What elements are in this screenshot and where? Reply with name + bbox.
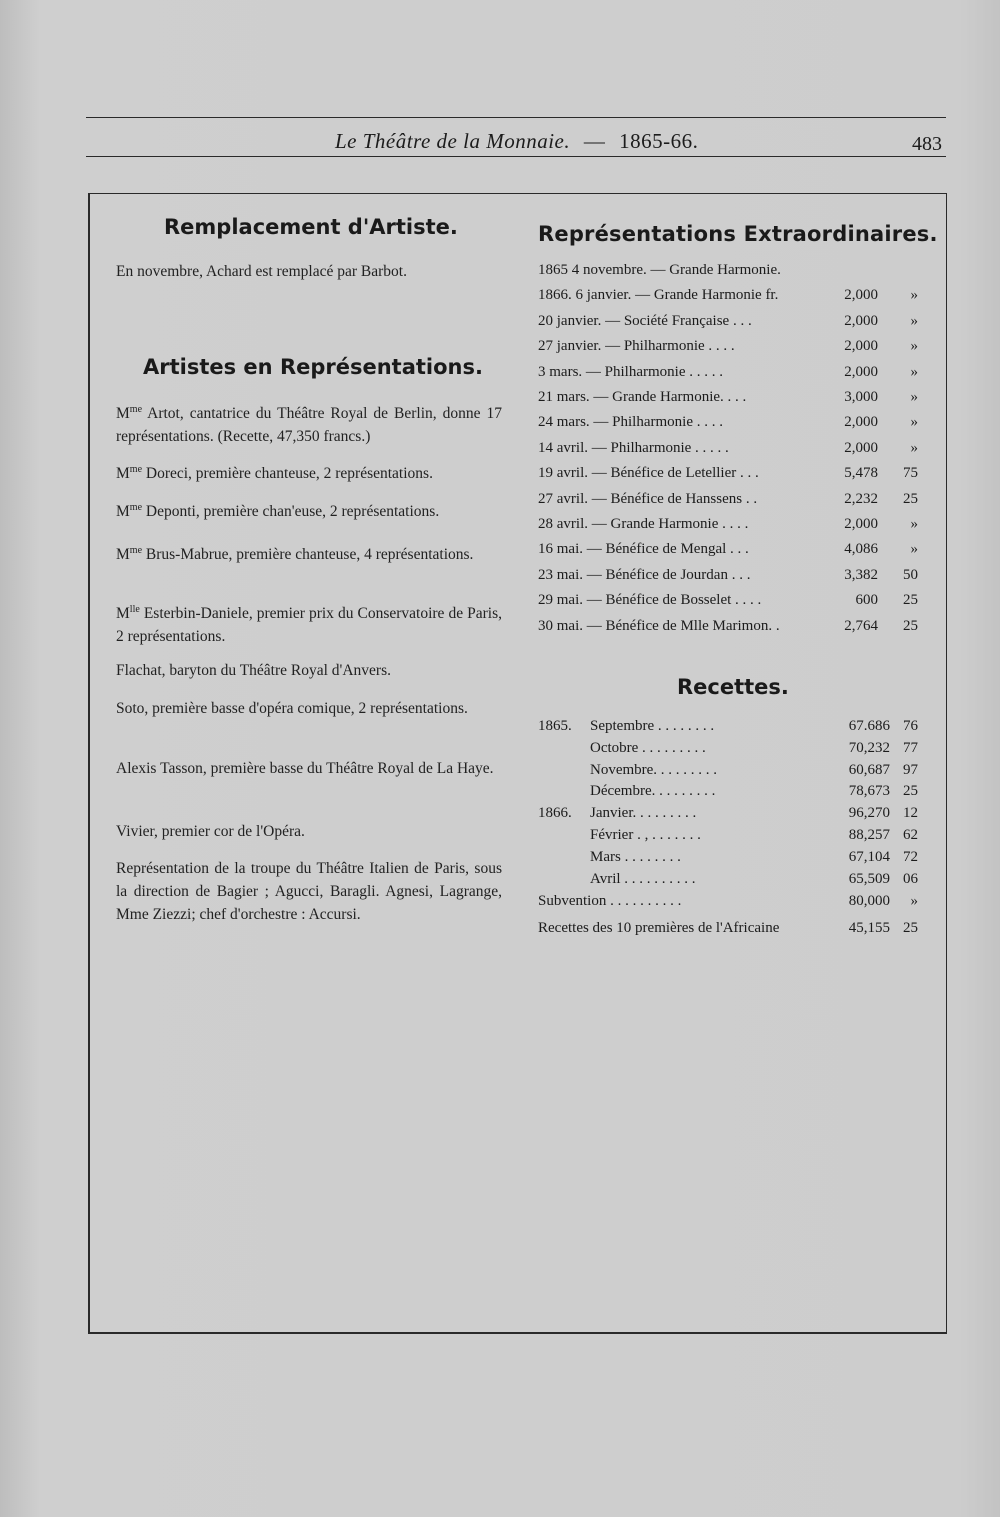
extra-row [538, 389, 918, 414]
recettes-row-month: Novembre. . . . . . . . . [590, 762, 718, 778]
recettes-row [538, 827, 918, 849]
recettes-row-amount: 78,673 [848, 783, 890, 799]
extra-row [538, 364, 918, 389]
extra-row-cents: 75 [903, 465, 918, 482]
recettes-row-cents: 06 [903, 871, 918, 887]
extra-row-cents: » [910, 439, 918, 456]
extra-row-label: 23 mai. — Bénéfice de Jourdan . . . [538, 566, 751, 583]
extra-row-cents: » [910, 516, 918, 532]
extra-row-amount: 2,000 [844, 414, 878, 431]
extra-row-amount: 600 [855, 592, 878, 609]
extra-row-amount: 2,000 [844, 439, 878, 456]
artiste-item: $M^{lle}$ Esterbin-Daniele, premier prix du Conservatoire de Paris, 2 représentations. [116, 604, 502, 646]
extra-row-label: 24 mars. — Philharmonie . . . . [538, 414, 723, 431]
artiste-item: Alexis Tasson, première basse du Théâtre Royal de La Haye. [116, 760, 494, 777]
extra-row-amount: 2,232 [844, 490, 878, 507]
extra-row-cents: 25 [903, 592, 918, 609]
extra-row-cents: » [910, 541, 918, 558]
recettes-row-month: Janvier. . . . . . . . . [590, 805, 697, 821]
extra-row-label: 27 avril. — Bénéfice de Hanssens . . [538, 490, 758, 507]
extra-row-amount: 4,086 [844, 541, 878, 558]
recettes-row-year: 1866. [538, 805, 572, 821]
recettes-row-month: Septembre . . . . . . . . [590, 718, 715, 734]
remplacement-title: Remplacement d'Artiste. [164, 215, 458, 239]
running-dash: — [583, 129, 606, 153]
extra-row-label: 19 avril. — Bénéfice de Letellier . . . [538, 465, 759, 482]
header-top-rule [86, 117, 946, 118]
extra-row-cents: » [910, 338, 918, 355]
recettes-row [538, 740, 918, 762]
extra-row-cents: » [910, 312, 918, 329]
recettes-row-year: Recettes des 10 premières de l'Africaine [538, 920, 780, 936]
extra-row-amount: 2,764 [844, 617, 878, 634]
extra-row-amount: 3,382 [844, 566, 878, 583]
extra-row-cents: 50 [903, 566, 918, 583]
page-number: 483 [912, 133, 942, 155]
recettes-row-cents: 25 [903, 783, 918, 799]
artistes-title: Artistes en Représentations. [143, 355, 483, 379]
extra-row-cents: 25 [903, 490, 918, 507]
extra-row-label: 16 mai. — Bénéfice de Mengal . . . [538, 541, 749, 558]
recettes-row [538, 783, 918, 805]
extra-row [538, 618, 918, 643]
extra-row-amount: 2,000 [844, 516, 878, 532]
extra-title: Représentations Extraordinaires. [538, 222, 938, 246]
extra-row-label: 21 mars. — Grande Harmonie. . . . [538, 389, 747, 405]
extra-row [538, 592, 918, 617]
recettes-row-cents: 62 [903, 827, 918, 843]
extra-row-amount: 5,478 [844, 465, 878, 482]
running-date: 1865-66. [619, 129, 699, 153]
recettes-row-amount: 70,232 [848, 740, 890, 756]
recettes-row-amount: 80,000 [848, 893, 890, 909]
extra-row [538, 541, 918, 566]
artiste-item: $M^{me}$ Artot, cantatrice du Théâtre Royal de Berlin, donne 17 représentations. (Recette, 47,350 francs.) [116, 404, 502, 446]
artiste-item: Flachat, baryton du Théâtre Royal d'Anvers. [116, 662, 391, 679]
extra-row-cents: » [910, 414, 918, 431]
extra-row-amount: 2,000 [844, 363, 878, 380]
recettes-row-cents: 25 [903, 920, 918, 936]
extra-row-amount: 2,000 [844, 338, 878, 355]
extra-row-cents: » [910, 363, 918, 380]
recettes-row-cents: 97 [903, 762, 918, 778]
extra-row-label: 28 avril. — Grande Harmonie . . . . [538, 516, 749, 532]
extra-row [538, 262, 918, 287]
extra-row-label: 14 avril. — Philharmonie . . . . . [538, 439, 729, 456]
extra-row-cents: 25 [903, 617, 918, 634]
recettes-row-month: Avril . . . . . . . . . . [590, 871, 696, 887]
recettes-row [538, 920, 918, 942]
artiste-item: Soto, première basse d'opéra comique, 2 représentations. [116, 700, 468, 717]
extra-row [538, 465, 918, 490]
running-head [335, 129, 698, 154]
recettes-row [538, 805, 918, 827]
extra-row-cents: » [910, 389, 918, 405]
recettes-row-cents: 12 [903, 805, 918, 821]
extra-row [538, 414, 918, 439]
recettes-row-year: 1865. [538, 718, 572, 734]
recettes-row-cents: 77 [903, 740, 918, 756]
running-title: Le Théâtre de la Monnaie. [335, 129, 571, 153]
recettes-row-cents: 76 [903, 718, 918, 734]
recettes-row-amount: 67,104 [848, 849, 890, 865]
extra-row-cents: » [910, 287, 918, 304]
artiste-item: Vivier, premier cor de l'Opéra. [116, 823, 305, 840]
extra-row-label: 1866. 6 janvier. — Grande Harmonie fr. [538, 287, 779, 304]
recettes-row [538, 849, 918, 871]
extra-row [538, 516, 918, 541]
recettes-row [538, 893, 918, 915]
extra-row-label: 30 mai. — Bénéfice de Mlle Marimon. . [538, 617, 780, 634]
recettes-row [538, 762, 918, 784]
artiste-item: Représentation de la troupe du Théâtre Italien de Paris, sous la direction de Bagier ; Agucci, Baragli. Agnesi, Lagrange, Mme Ziezzi; chef d'orchestre : Accursi. [116, 860, 502, 923]
extra-row-label: 1865 4 novembre. — Grande Harmonie. [538, 262, 781, 278]
recettes-row-month: Mars . . . . . . . . [590, 849, 681, 865]
recettes-row-amount: 60,687 [848, 762, 890, 778]
recettes-row [538, 871, 918, 893]
recettes-row-amount: 96,270 [848, 805, 890, 821]
recettes-row-amount: 45,155 [848, 920, 890, 936]
recettes-title: Recettes. [677, 675, 789, 699]
extra-row [538, 338, 918, 363]
extra-row [538, 287, 918, 312]
remplacement-text: En novembre, Achard est remplacé par Barbot. [116, 263, 407, 280]
recettes-row [538, 718, 918, 740]
recettes-row-month: Février . , . . . . . . . [590, 827, 701, 843]
artiste-item: $M^{me}$ Doreci, première chanteuse, 2 représentations. [116, 464, 433, 483]
recettes-row-amount: 88,257 [848, 827, 890, 843]
recettes-row-amount: 65,509 [848, 871, 890, 887]
extra-row-label: 29 mai. — Bénéfice de Bosselet . . . . [538, 592, 762, 609]
recettes-row-amount: 67.686 [848, 718, 890, 734]
extra-row-label: 27 janvier. — Philharmonie . . . . [538, 338, 735, 355]
extra-row-label: 20 janvier. — Société Française . . . [538, 312, 752, 329]
recettes-row-month: Décembre. . . . . . . . . [590, 783, 716, 799]
extra-row-amount: 2,000 [844, 312, 878, 329]
extra-row [538, 440, 918, 465]
recettes-row-year: Subvention . . . . . . . . . . [538, 893, 682, 909]
recettes-row-month: Octobre . . . . . . . . . [590, 740, 706, 756]
artiste-item: $M^{me}$ Brus-Mabrue, première chanteuse, 4 représentations. [116, 545, 474, 564]
extra-row [538, 313, 918, 338]
extra-row-amount: 3,000 [844, 389, 878, 405]
extra-row [538, 567, 918, 592]
extra-row-label: 3 mars. — Philharmonie . . . . . [538, 363, 723, 380]
extra-row-amount: 2,000 [844, 287, 878, 304]
extra-row [538, 491, 918, 516]
header-bottom-rule [86, 156, 946, 157]
artiste-item: $M^{me}$ Deponti, première chan'euse, 2 représentations. [116, 502, 440, 521]
recettes-row-cents: » [910, 893, 918, 909]
recettes-row-cents: 72 [903, 849, 918, 865]
